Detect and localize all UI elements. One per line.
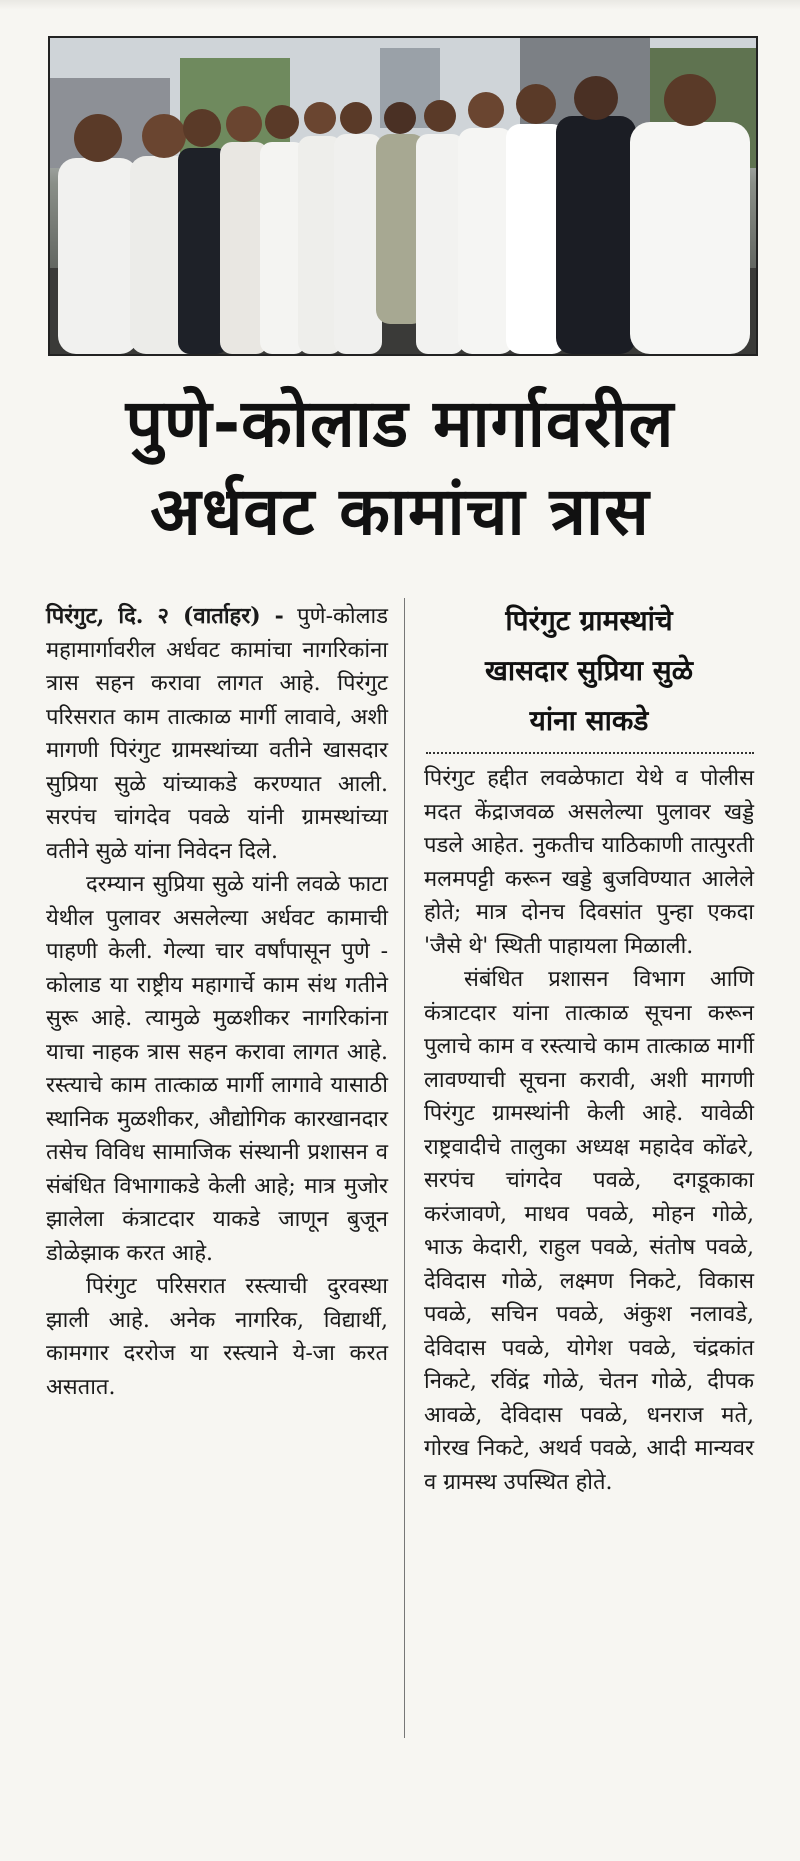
group-photo-icon — [50, 38, 756, 354]
news-photo — [48, 36, 758, 356]
page-top-edge — [0, 0, 800, 10]
left-column — [46, 600, 388, 1404]
subheading-line-1: पिरंगुट ग्रामस्थांचे — [505, 604, 673, 637]
left-para-1 — [46, 600, 388, 868]
subheading-line-2: खासदार सुप्रिया सुळे — [485, 654, 693, 687]
left-para-2: दरम्यान सुप्रिया सुळे यांनी लवळे फाटा येथील पुलावर असलेल्या अर्धवट कामाची पाहणी केली. गेल्या चार वर्षांपासून पुणे - कोलाड या राष्ट्रीय महागार्चे काम संथ गतीने सुरू आहे. त्यामुळे मुळशीकर नागरिकांना याचा नाहक त्रास सहन करावा लागत आहे. रस्त्याचे काम तात्काळ मार्गी लागावे यासाठी स्थानिक मुळशीकर, औद्योगिक कारखानदार तसेच विविध सामाजिक संस्थानी प्रशासन व संबंधित विभागाकडे केली आहे; मात्र मुजोर झालेला कंत्राटदार याकडे जाणून बुजून डोळेझाक करत आहे. — [46, 872, 388, 1266]
subheading — [424, 596, 754, 746]
right-para-1: पिरंगुट हद्दीत लवळेफाटा येथे व पोलीस मदत केंद्राजवळ असलेल्या पुलावर खड्डे पडले आहेत. नुकतीच याठिकाणी तात्पुरती मलमपट्टी करून खड्डे बुजविण्यात आलेले होते; मात्र दोनच दिवसांत पुन्हा एकदा 'जैसे थे' स्थिती पाहायला मिळाली. — [424, 766, 754, 959]
headline-line-1: पुणे-कोलाड मार्गावरील — [125, 385, 675, 462]
left-para-3: पिरंगुट परिसरात रस्त्याची दुरवस्था झाली आहे. अनेक नागरिक, विद्यार्थी, कामगार दररोज या रस्त्याने ये-जा करत असतात. — [46, 1274, 388, 1400]
column-divider — [404, 598, 405, 1738]
dateline: पिरंगुट, दि. २ (वार्ताहर) - — [46, 603, 284, 629]
right-para-2: संबंधित प्रशासन विभाग आणि कंत्राटदार यांना तात्काळ सूचना करून पुलाचे काम व रस्त्याचे काम तात्काळ मार्गी लावण्याची सूचना करावी, अशी मागणी पिरंगुट ग्रामस्थांनी केली आहे. यावेळी राष्ट्रवादीचे तालुका अध्यक्ष महादेव कोंढरे, सरपंच चांगदेव पवळे, दगडूकाका करंजावणे, माधव पवळे, मोहन गोळे, भाऊ केदारी, राहुल पवळे, संतोष पवळे, देविदास गोळे, लक्ष्मण निकटे, विकास पवळे, सचिन पवळे, अंकुश नलावडे, देविदास पवळे, योगेश पवळे, चंद्रकांत निकटे, रविंद्र गोळे, चेतन गोळे, दीपक आवळे, देविदास पवळे, धनराज मते, गोरख निकटे, अथर्व पवळे, आदी मान्यवर व ग्रामस्थ उपस्थित होते. — [424, 967, 754, 1495]
headline-line-2: अर्धवट कामांचा त्रास — [150, 473, 650, 550]
left-para-1-text: पुणे-कोलाड महामार्गावरील अर्धवट कामांचा नागरिकांना त्रास सहन करावा लागत आहे. पिरंगुट परिसरात काम तात्काळ मार्गी लावावे, अशी मागणी पिरंगुट ग्रामस्थांच्या वतीने खासदार सुप्रिया सुळे यांच्याकडे करण्यात आली. सरपंच चांगदेव पवळे यांनी ग्रामस्थांच्या वतीने सुळे यांना निवेदन दिले. — [46, 604, 388, 864]
right-column — [424, 762, 754, 1499]
headline — [40, 380, 760, 556]
subheading-line-3: यांना साकडे — [529, 704, 649, 737]
subheading-rule — [426, 752, 754, 754]
